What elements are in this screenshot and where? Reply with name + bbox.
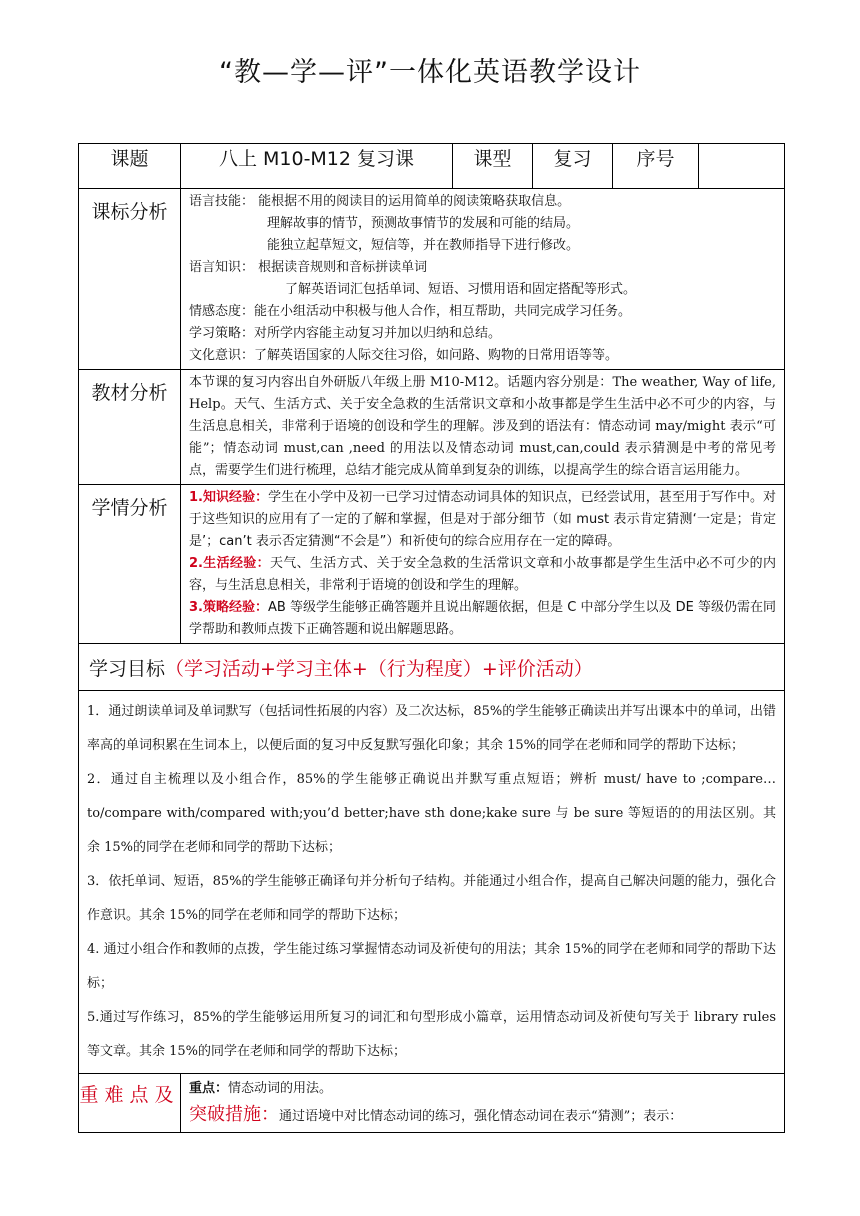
goals-content	[79, 691, 785, 1074]
breakthrough-head: 突破措施：	[189, 1104, 279, 1125]
goals-title-text: 学习目标	[89, 657, 166, 680]
students-item	[189, 597, 776, 641]
type-value: 复习	[533, 144, 613, 189]
curriculum-line: 语言技能： 能根据不用的阅读目的运用简单的阅读策略获取信息。	[189, 194, 571, 209]
goals-row	[79, 691, 785, 1074]
students-item-head: 3.策略经验：	[189, 600, 269, 615]
label-topic: 课题	[79, 144, 181, 189]
curriculum-line: 能独立起草短文，短信等，并在教师指导下进行修改。	[267, 238, 580, 253]
key-point	[189, 1076, 776, 1102]
curriculum-line: 学习策略：对所学内容能主动复习并加以归纳和总结。	[189, 326, 502, 341]
curriculum-row	[79, 189, 785, 370]
curriculum-label: 课标分析	[79, 189, 181, 370]
students-item-text: AB 等级学生能够正确答题并且说出解题依据，但是 C 中部分学生以及 DE 等级仍需在同学帮助和教师点拨下正确答题和说出解题思路。	[189, 600, 777, 637]
goal-item: 3．依托单词、短语，85%的学生能够正确译句并分析句子结构。并能通过小组合作，提高自己解决问题的能力，强化合作意识。其余 15%的同学在老师和同学的帮助下达标；	[87, 874, 776, 923]
label-type: 课型	[453, 144, 533, 189]
key-point-head: 重点：	[189, 1081, 229, 1096]
curriculum-line: 情感态度：能在小组活动中积极与他人合作，相互帮助，共同完成学习任务。	[189, 304, 632, 319]
goal-item: 5.通过写作练习，85%的学生能够运用所复习的词汇和句型形成小篇章，运用情态动词及祈使句写关于 library rules 等文章。其余 15%的同学在老师和同学的帮助下达标；	[87, 1010, 776, 1059]
material-content	[181, 370, 785, 485]
goals-title	[79, 644, 785, 691]
curriculum-line: 了解英语词汇包括单词、短语、习惯用语和固定搭配等形式。	[285, 282, 637, 297]
curriculum-line: 语言知识： 根据读音规则和音标拼读单词	[189, 260, 428, 275]
document-title: “教—学—评”一体化英语教学设计	[219, 57, 641, 88]
key-point-text: 情态动词的用法。	[228, 1081, 333, 1096]
students-item	[189, 487, 776, 553]
material-text: 本节课的复习内容出自外研版八年级上册 M10-M12。话题内容分别是：The weather, Way of life, Help。天气、生活方式、关于安全急救的生活常识文章和小故事都是学生生活中必不可少的内容，与生活息息相关，非常利于语境的创设和学生的理解。涉及到的语法有：情态动词 may/might 表示“可能”；情态动词 must,can ,need 的用法以及情态动词 must,can,could 表示猜测是中考的常见考点，需要学生们进行梳理，总结才能完成从简单到复杂的训练，以提高学生的综合语言运用能力。	[189, 375, 776, 478]
header-row	[79, 144, 785, 189]
students-item	[189, 553, 776, 597]
goals-title-note: （学习活动+学习主体+（行为程度）+评价活动）	[165, 657, 593, 680]
order-value	[699, 144, 785, 189]
topic-value: 八上 M10-M12 复习课	[181, 144, 453, 189]
students-item-text: 天气、生活方式、关于安全急救的生活常识文章和小故事都是学生生活中必不可少的内容，与生活息息相关，非常利于语境的创设和学生的理解。	[189, 556, 776, 593]
students-row	[79, 485, 785, 644]
curriculum-line: 文化意识：了解英语国家的人际交往习俗，如问路、购物的日常用语等等。	[189, 348, 619, 363]
keypoints-content	[181, 1074, 785, 1133]
keypoints-row	[79, 1074, 785, 1133]
students-label: 学情分析	[79, 485, 181, 644]
curriculum-content	[181, 189, 785, 370]
breakthrough-text: 通过语境中对比情态动词的练习，强化情态动词在表示“猜测”；表示：	[279, 1109, 683, 1124]
goal-item: 4. 通过小组合作和教师的点拨，学生能过练习掌握情态动词及祈使句的用法；其余 15%的同学在老师和同学的帮助下达标；	[87, 942, 776, 991]
material-label: 教材分析	[79, 370, 181, 485]
goal-item: 2．通过自主梳理以及小组合作，85%的学生能够正确说出并默写重点短语；辨析 must/ have to ;compare…to/compare with/compared with;you’d better;have sth done;kake sure 与 be sure 等短语的的用法区别。其余 15%的同学在老师和同学的帮助下达标；	[87, 772, 776, 855]
goals-title-row	[79, 644, 785, 691]
goal-item: 1．通过朗读单词及单词默写（包括词性拓展的内容）及二次达标，85%的学生能够正确读出并写出课本中的单词，出错率高的单词积累在生词本上，以便后面的复习中反复默写强化印象；其余 15%的同学在老师和同学的帮助下达标；	[87, 704, 776, 753]
students-content	[181, 485, 785, 644]
keypoints-label: 重难点及	[79, 1074, 181, 1133]
lesson-plan-table	[78, 143, 785, 1133]
students-item-head: 2.生活经验：	[189, 556, 270, 571]
material-row	[79, 370, 785, 485]
students-item-head: 1.知识经验：	[189, 490, 269, 505]
students-item-text: 学生在小学中及初一已学习过情态动词具体的知识点，已经尝试用，甚至用于写作中。对于这些知识的应用有了一定的了解和掌握，但是对于部分细节（如 must 表示肯定猜测‘一定是；肯定是’；can’t 表示否定猜测“不会是”）和祈使句的综合应用存在一定的障碍。	[189, 490, 776, 549]
label-order: 序号	[613, 144, 699, 189]
curriculum-line: 理解故事的情节，预测故事情节的发展和可能的结局。	[267, 216, 580, 231]
breakthrough	[189, 1102, 776, 1130]
